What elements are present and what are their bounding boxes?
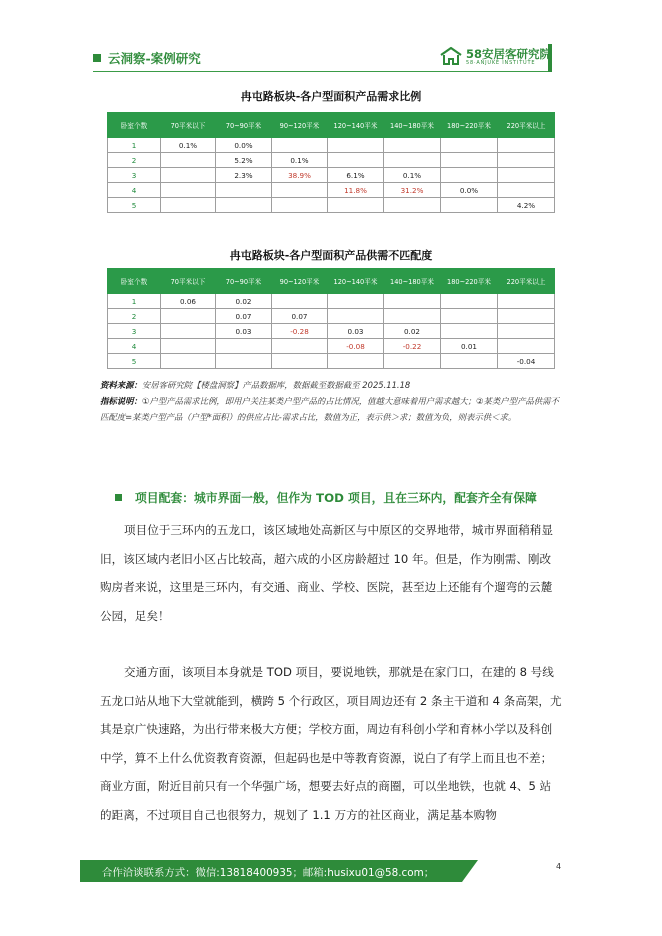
column-header: 卧室个数: [108, 269, 161, 294]
table-cell: 0.1%: [272, 153, 328, 168]
table-cell: 38.9%: [272, 168, 328, 183]
column-header: 180~220平米: [441, 113, 498, 138]
table-cell: [161, 153, 216, 168]
table-row: [108, 324, 555, 339]
table-cell: [328, 294, 384, 309]
table-cell: 4.2%: [498, 198, 555, 213]
table-cell: [161, 339, 216, 354]
table-row: [108, 309, 555, 324]
logo-text-cn: 58安居客研究院: [466, 47, 552, 61]
table-cell: -0.04: [498, 354, 555, 369]
footer-contact: 合作洽谈联系方式：微信:13818400935；邮箱:husixu01@58.com；: [102, 867, 435, 879]
table-cell: [272, 294, 328, 309]
table-cell: [328, 138, 384, 153]
table-cell: 0.03: [216, 324, 272, 339]
table-cell: 5.2%: [216, 153, 272, 168]
row-header-cell: 1: [108, 294, 161, 309]
table-cell: [498, 339, 555, 354]
row-header-cell: 2: [108, 309, 161, 324]
mismatch-table: [107, 268, 555, 369]
table-cell: 0.03: [328, 324, 384, 339]
table-cell: [441, 138, 498, 153]
row-header-cell: 4: [108, 339, 161, 354]
column-header: 70平米以下: [161, 113, 216, 138]
row-header-cell: 5: [108, 354, 161, 369]
indicator-note: [100, 393, 560, 425]
table-cell: 0.0%: [441, 183, 498, 198]
header-title: 云洞察-案例研究: [108, 51, 201, 66]
column-header: 70~90平米: [216, 269, 272, 294]
table-cell: [272, 339, 328, 354]
logo-text-en: 58·ANJUKE INSTITUTE: [466, 60, 536, 66]
table-cell: [384, 294, 441, 309]
section-square-marker: [115, 494, 122, 501]
table-cell: 11.8%: [328, 183, 384, 198]
table-cell: [441, 324, 498, 339]
table-cell: [216, 354, 272, 369]
table-cell: [441, 354, 498, 369]
table-header-row: [108, 269, 555, 294]
logo-house-icon: [438, 45, 464, 67]
table-row: [108, 198, 555, 213]
table-cell: [441, 153, 498, 168]
column-header: 70~90平米: [216, 113, 272, 138]
table-cell: [216, 183, 272, 198]
column-header: 140~180平米: [384, 269, 441, 294]
section-title: 项目配套：城市界面一般，但作为 TOD 项目，且在三环内，配套齐全有保障: [135, 491, 537, 505]
table-cell: [161, 198, 216, 213]
table-cell: [384, 138, 441, 153]
table-cell: [161, 309, 216, 324]
row-header-cell: 5: [108, 198, 161, 213]
table-row: [108, 339, 555, 354]
row-header-cell: 3: [108, 168, 161, 183]
row-header-cell: 2: [108, 153, 161, 168]
table-cell: [498, 309, 555, 324]
table-cell: [384, 309, 441, 324]
table-cell: [272, 138, 328, 153]
table-cell: [328, 198, 384, 213]
body-paragraph-2: 交通方面，该项目本身就是 TOD 项目，要说地铁，那就是在家门口，在建的 8 号线五龙口站从地下大堂就能到，横跨 5 个行政区，项目周边还有 2 条主干道和 4 条高架，尤其是京广快速路，为出行带来极大方便；学校方面，周边有科创小学和育林小学以及科创中学，算不上什么优资教育资源，但起码也是中等教育资源，说白了有学上而且也不差；商业方面，附近目前只有一个华强广场，想要去好点的商圈，可以坐地铁，也就 4、5 站的距离，不过项目自己也很努力，规划了 1.1 万方的社区商业，满足基本购物: [100, 665, 562, 822]
table-cell: [161, 354, 216, 369]
table-row: [108, 183, 555, 198]
table-cell: 0.06: [161, 294, 216, 309]
column-header: 120~140平米: [328, 269, 384, 294]
data-source-note: [100, 377, 560, 393]
table-cell: [441, 309, 498, 324]
table-cell: [498, 138, 555, 153]
table-cell: [272, 354, 328, 369]
table-cell: 0.0%: [216, 138, 272, 153]
row-header-cell: 3: [108, 324, 161, 339]
table-cell: [498, 153, 555, 168]
column-header: 卧室个数: [108, 113, 161, 138]
row-header-cell: 1: [108, 138, 161, 153]
column-header: 220平米以上: [498, 113, 555, 138]
table-header-row: [108, 113, 555, 138]
table-cell: [272, 183, 328, 198]
table-row: [108, 168, 555, 183]
table-cell: [384, 198, 441, 213]
table-cell: [161, 168, 216, 183]
table-cell: -0.22: [384, 339, 441, 354]
table-cell: [498, 294, 555, 309]
column-header: 90~120平米: [272, 113, 328, 138]
table-cell: [498, 168, 555, 183]
table-cell: [384, 153, 441, 168]
table-cell: 6.1%: [328, 168, 384, 183]
table-cell: [441, 168, 498, 183]
header-square-marker: [93, 54, 101, 62]
table2-title: 冉屯路板块-各户型面积产品供需不匹配度: [229, 249, 433, 262]
column-header: 220平米以上: [498, 269, 555, 294]
table-cell: [328, 309, 384, 324]
column-header: 90~120平米: [272, 269, 328, 294]
table-row: [108, 354, 555, 369]
column-header: 70平米以下: [161, 269, 216, 294]
table-cell: 31.2%: [384, 183, 441, 198]
table1-title: 冉屯路板块-各户型面积产品需求比例: [240, 90, 422, 103]
table-cell: -0.08: [328, 339, 384, 354]
column-header: 120~140平米: [328, 113, 384, 138]
indicator-text: ①户型产品需求比例，即用户关注某类户型产品的占比情况，值越大意味着用户需求越大；②某类户型产品供需不匹配度=某类户型产品（户型*面积）的供应占比-需求占比，数值为正，表示供＞求；数值为负，则表示供＜求。: [100, 396, 559, 422]
page-number: 4: [556, 862, 562, 871]
column-header: 180~220平米: [441, 269, 498, 294]
table-cell: [216, 198, 272, 213]
indicator-label: 指标说明：: [100, 396, 142, 406]
table-cell: -0.28: [272, 324, 328, 339]
table-cell: [272, 198, 328, 213]
source-text: 安居客研究院【楼盘洞察】产品数据库，数据截至数据截至 2025.11.18: [141, 380, 411, 390]
table-cell: 0.01: [441, 339, 498, 354]
table-cell: [498, 324, 555, 339]
table-row: [108, 138, 555, 153]
table-cell: 0.1%: [384, 168, 441, 183]
table-cell: 2.3%: [216, 168, 272, 183]
table-row: [108, 294, 555, 309]
table-cell: [384, 354, 441, 369]
table-cell: [328, 354, 384, 369]
row-header-cell: 4: [108, 183, 161, 198]
table-cell: [441, 198, 498, 213]
source-label: 资料来源：: [100, 380, 142, 390]
header-rule: [93, 71, 548, 72]
table-cell: [161, 183, 216, 198]
anjuke-logo: [438, 45, 552, 71]
table-cell: [498, 183, 555, 198]
table-cell: [328, 153, 384, 168]
table-cell: 0.02: [216, 294, 272, 309]
table-cell: [161, 324, 216, 339]
page-header: [0, 0, 662, 80]
table-cell: [441, 294, 498, 309]
table-cell: 0.07: [272, 309, 328, 324]
table-cell: [216, 339, 272, 354]
footer-bar-tip: [462, 860, 478, 882]
table-cell: 0.1%: [161, 138, 216, 153]
demand-ratio-table: [107, 112, 555, 213]
body-paragraph-1: 项目位于三环内的五龙口，该区域地处高新区与中原区的交界地带，城市界面稍稍显旧，该区域内老旧小区占比较高，超六成的小区房龄超过 10 年。但是，作为刚需、刚改购房者来说，这里是三环内，有交通、商业、学校、医院，甚至边上还能有个遛弯的云麓公园，足矣！: [100, 523, 553, 623]
table-cell: 0.07: [216, 309, 272, 324]
table-row: [108, 153, 555, 168]
table-cell: 0.02: [384, 324, 441, 339]
column-header: 140~180平米: [384, 113, 441, 138]
